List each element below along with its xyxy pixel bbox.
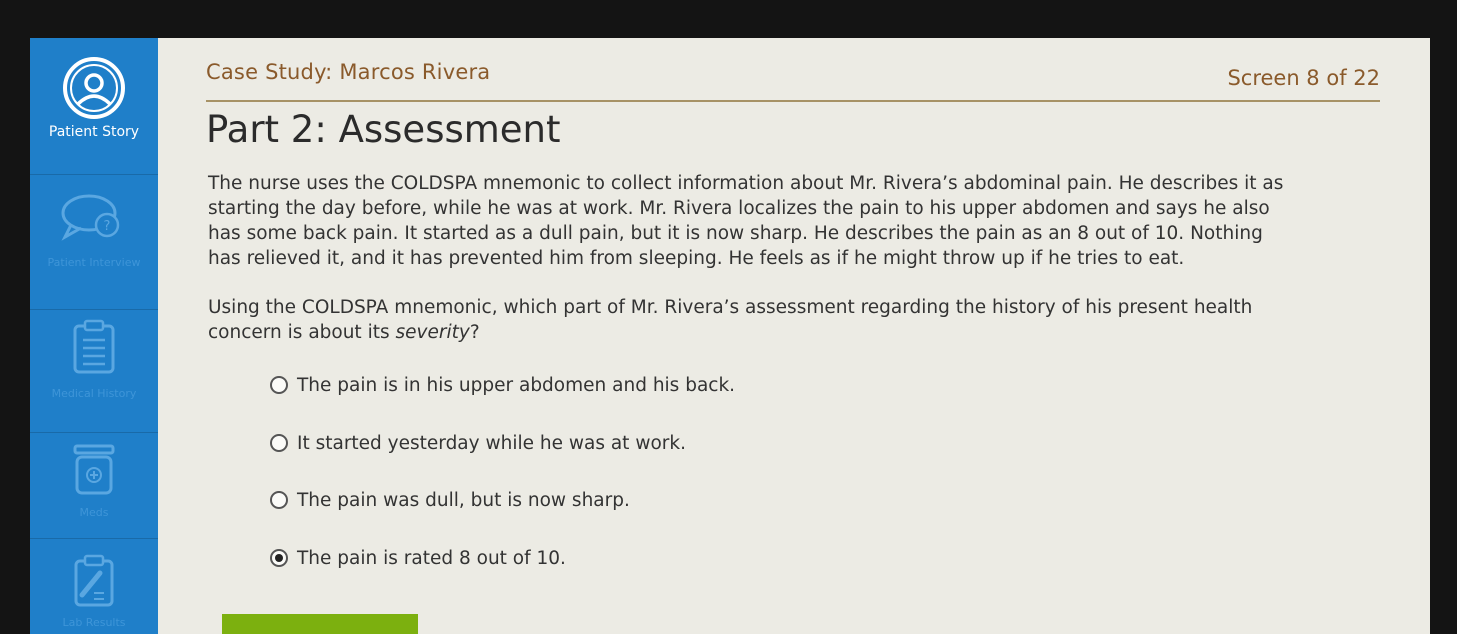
page-title: Part 2: Assessment bbox=[206, 108, 561, 151]
main-content bbox=[158, 38, 1430, 634]
answer-option-selected[interactable] bbox=[270, 545, 566, 571]
sidebar-item-patient-story[interactable] bbox=[30, 38, 158, 175]
answer-option[interactable] bbox=[270, 372, 735, 398]
answer-option-label: The pain is in his upper abdomen and his back. bbox=[297, 374, 736, 396]
radio-button[interactable] bbox=[270, 434, 288, 452]
radio-button[interactable] bbox=[270, 376, 288, 394]
lab-clipboard-icon bbox=[30, 553, 158, 609]
answer-option-label: The pain is rated 8 out of 10. bbox=[297, 547, 566, 569]
radio-button[interactable] bbox=[270, 491, 288, 509]
sidebar-item-patient-interview[interactable] bbox=[30, 175, 158, 310]
sidebar-item-label: Patient Story bbox=[48, 124, 140, 140]
radio-button-selected[interactable] bbox=[270, 549, 288, 567]
sidebar-item-meds[interactable] bbox=[30, 433, 158, 539]
clipboard-icon bbox=[30, 318, 158, 374]
submit-button[interactable] bbox=[222, 614, 418, 634]
answer-option-label: It started yesterday while he was at work. bbox=[297, 432, 686, 454]
question-emphasis: severity bbox=[395, 322, 470, 343]
svg-text:?: ? bbox=[103, 219, 111, 234]
case-title: Case Study: Marcos Rivera bbox=[206, 60, 491, 84]
user-circle-icon bbox=[30, 56, 158, 120]
sidebar-item-lab-results[interactable] bbox=[30, 539, 158, 634]
question-prefix: Using the COLDSPA mnemonic, which part of Mr. Rivera’s assessment regarding the history of his present health concern is about its bbox=[208, 297, 1253, 343]
app-window bbox=[30, 38, 1430, 634]
answer-option[interactable] bbox=[270, 487, 630, 513]
scenario-text: The nurse uses the COLDSPA mnemonic to collect information about Mr. Rivera’s abdominal pain. He describes it as starting the day before, while he was at work. Mr. Rivera localizes the pain to his upper abdomen and says he also has some back pain. It started as a dull pain, but it is now sharp. He describes the pain as an 8 out of 10. Nothing has relieved it, and it has prevented him from sleeping. He feels as if he might throw up if he tries to eat. bbox=[208, 173, 1284, 269]
sidebar-item-label: Meds bbox=[79, 506, 109, 519]
question-text bbox=[208, 295, 1288, 345]
question-suffix: ? bbox=[469, 322, 480, 343]
sidebar-item-label: Lab Results bbox=[62, 616, 126, 629]
medication-jar-icon bbox=[30, 443, 158, 497]
answer-option[interactable] bbox=[270, 430, 686, 456]
screen-counter: Screen 8 of 22 bbox=[1227, 66, 1380, 90]
speech-bubbles-icon bbox=[30, 191, 158, 243]
sidebar-item-medical-history[interactable] bbox=[30, 310, 158, 433]
header-divider bbox=[206, 100, 1380, 102]
answer-option-label: The pain was dull, but is now sharp. bbox=[297, 489, 630, 511]
sidebar-item-label: Medical History bbox=[51, 387, 137, 400]
sidebar-item-label: Patient Interview bbox=[47, 256, 141, 269]
sidebar bbox=[30, 38, 158, 634]
